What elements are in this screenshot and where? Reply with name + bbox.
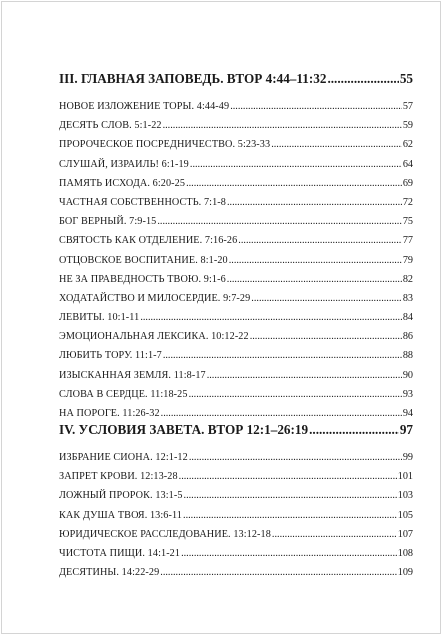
leader-dots: [190, 155, 402, 174]
toc-entry: [59, 270, 413, 289]
entry-title: НЕ ЗА ПРАВЕДНОСТЬ ТВОЮ. 9:1-6: [59, 273, 226, 285]
toc-section-4: [59, 422, 413, 582]
toc-entry: [59, 404, 413, 423]
entry-page-number: 105: [397, 509, 413, 521]
entry-page-number: 72: [402, 196, 413, 208]
section-title: IV. УСЛОВИЯ ЗАВЕТА. ВТОР 12:1–26:19: [59, 422, 309, 437]
toc-entry: [59, 193, 413, 212]
leader-dots: [184, 486, 397, 505]
entry-page-number: 103: [397, 490, 413, 502]
toc-entry: [59, 448, 413, 467]
entry-title: СЛУШАЙ, ИЗРАИЛЬ! 6:1-19: [59, 158, 189, 170]
leader-dots: [160, 563, 396, 582]
entry-page-number: 84: [402, 312, 413, 324]
entry-title: ЛЮБИТЬ ТОРУ. 11:1-7: [59, 350, 162, 362]
entry-page-number: 57: [402, 101, 413, 112]
entry-page-number: 86: [402, 331, 413, 343]
toc-entry: [59, 231, 413, 250]
section-heading: [59, 422, 413, 446]
leader-dots: [227, 270, 402, 289]
entry-title: ЛЕВИТЫ. 10:1-11: [59, 312, 140, 324]
leader-dots: [238, 231, 402, 250]
entry-title: НОВОЕ ИЗЛОЖЕНИЕ ТОРЫ. 4:44-49: [59, 101, 230, 112]
entry-page-number: 59: [402, 120, 413, 132]
leader-dots: [189, 448, 402, 467]
entry-title: ПАМЯТЬ ИСХОДА. 6:20-25: [59, 177, 186, 189]
leader-dots: [161, 404, 402, 423]
section-page-number: 55: [399, 71, 413, 86]
leader-dots: [157, 212, 401, 231]
leader-dots: [163, 116, 402, 135]
entry-title: СВЯТОСТЬ КАК ОТДЕЛЕНИЕ. 7:16-26: [59, 235, 238, 247]
entry-page-number: 83: [402, 292, 413, 304]
entry-page-number: 64: [402, 158, 413, 170]
leader-dots: [163, 346, 402, 365]
leader-dots: [181, 544, 397, 563]
toc-entry: [59, 308, 413, 327]
toc-entry: [59, 385, 413, 404]
entry-title: ДЕСЯТЬ СЛОВ. 5:1-22: [59, 120, 162, 132]
entry-title: ХОДАТАЙСТВО И МИЛОСЕРДИЕ. 9:7-29: [59, 292, 251, 304]
leader-dots: [250, 327, 402, 346]
entry-title: БОГ ВЕРНЫЙ. 7:9-15: [59, 216, 157, 228]
leader-dots: [251, 289, 402, 308]
section-page-number: 97: [399, 422, 413, 437]
entry-title: ДЕСЯТИНЫ. 14:22-29: [59, 567, 160, 579]
entry-title: СЛОВА В СЕРДЦЕ. 11:18-25: [59, 388, 188, 400]
entry-title: ЧИСТОТА ПИЩИ. 14:1-21: [59, 547, 181, 559]
toc-entry: [59, 525, 413, 544]
entry-page-number: 109: [397, 567, 413, 579]
leader-dots: [230, 97, 402, 116]
toc-entry: [59, 155, 413, 174]
entry-page-number: 62: [402, 139, 413, 151]
toc-entry: [59, 506, 413, 525]
toc-entry: [59, 289, 413, 308]
entry-title: ЭМОЦИОНАЛЬНАЯ ЛЕКСИКА. 10:12-22: [59, 331, 249, 343]
entry-page-number: 107: [397, 528, 413, 540]
leader-dots: [229, 251, 402, 270]
leader-dots: [207, 366, 402, 385]
toc-entry: [59, 366, 413, 385]
entry-title: ПРОРОЧЕСКОЕ ПОСРЕДНИЧЕСТВО. 5:23-33: [59, 139, 271, 151]
entry-page-number: 88: [402, 350, 413, 362]
entry-page-number: 79: [402, 254, 413, 266]
leader-dots: [327, 71, 398, 87]
entry-page-number: 77: [402, 235, 413, 247]
toc-entry: [59, 116, 413, 135]
leader-dots: [186, 174, 402, 193]
toc-entry: [59, 467, 413, 486]
entry-list: [59, 97, 413, 423]
toc-entry: [59, 174, 413, 193]
entry-page-number: 93: [402, 388, 413, 400]
entry-title: ИЗЫСКАННАЯ ЗЕМЛЯ. 11:8-17: [59, 369, 206, 381]
entry-page-number: 94: [402, 408, 413, 419]
entry-page-number: 82: [402, 273, 413, 285]
toc-entry: [59, 135, 413, 154]
toc-section-3: [59, 71, 413, 423]
leader-dots: [271, 135, 402, 154]
toc-entry: [59, 563, 413, 582]
leader-dots: [272, 525, 397, 544]
entry-title: ЮРИДИЧЕСКОЕ РАССЛЕДОВАНИЕ. 13:12-18: [59, 528, 271, 540]
entry-list: [59, 448, 413, 582]
leader-dots: [179, 467, 397, 486]
section-title: III. ГЛАВНАЯ ЗАПОВЕДЬ. ВТОР 4:44–11:32: [59, 71, 327, 86]
toc-entry: [59, 212, 413, 231]
entry-title: ОТЦОВСКОЕ ВОСПИТАНИЕ. 8:1-20: [59, 254, 228, 266]
entry-title: ЧАСТНАЯ СОБСТВЕННОСТЬ. 7:1-8: [59, 196, 226, 208]
section-heading: [59, 71, 413, 95]
toc-entry: [59, 327, 413, 346]
entry-page-number: 90: [402, 369, 413, 381]
leader-dots: [140, 308, 402, 327]
leader-dots: [227, 193, 402, 212]
toc-entry: [59, 544, 413, 563]
toc-entry: [59, 346, 413, 365]
toc-entry: [59, 486, 413, 505]
entry-title: НА ПОРОГЕ. 11:26-32: [59, 408, 160, 419]
entry-page-number: 101: [397, 471, 413, 483]
entry-page-number: 99: [402, 452, 413, 463]
entry-page-number: 108: [397, 547, 413, 559]
entry-title: ЛОЖНЫЙ ПРОРОК. 13:1-5: [59, 490, 183, 502]
leader-dots: [309, 422, 399, 438]
entry-page-number: 75: [402, 216, 413, 228]
entry-title: ИЗБРАНИЕ СИОНА. 12:1-12: [59, 452, 188, 463]
entry-title: ЗАПРЕТ КРОВИ. 12:13-28: [59, 471, 178, 483]
entry-page-number: 69: [402, 177, 413, 189]
toc-entry: [59, 97, 413, 116]
leader-dots: [189, 385, 402, 404]
entry-title: КАК ДУША ТВОЯ. 13:6-11: [59, 509, 183, 521]
toc-entry: [59, 251, 413, 270]
leader-dots: [183, 506, 397, 525]
